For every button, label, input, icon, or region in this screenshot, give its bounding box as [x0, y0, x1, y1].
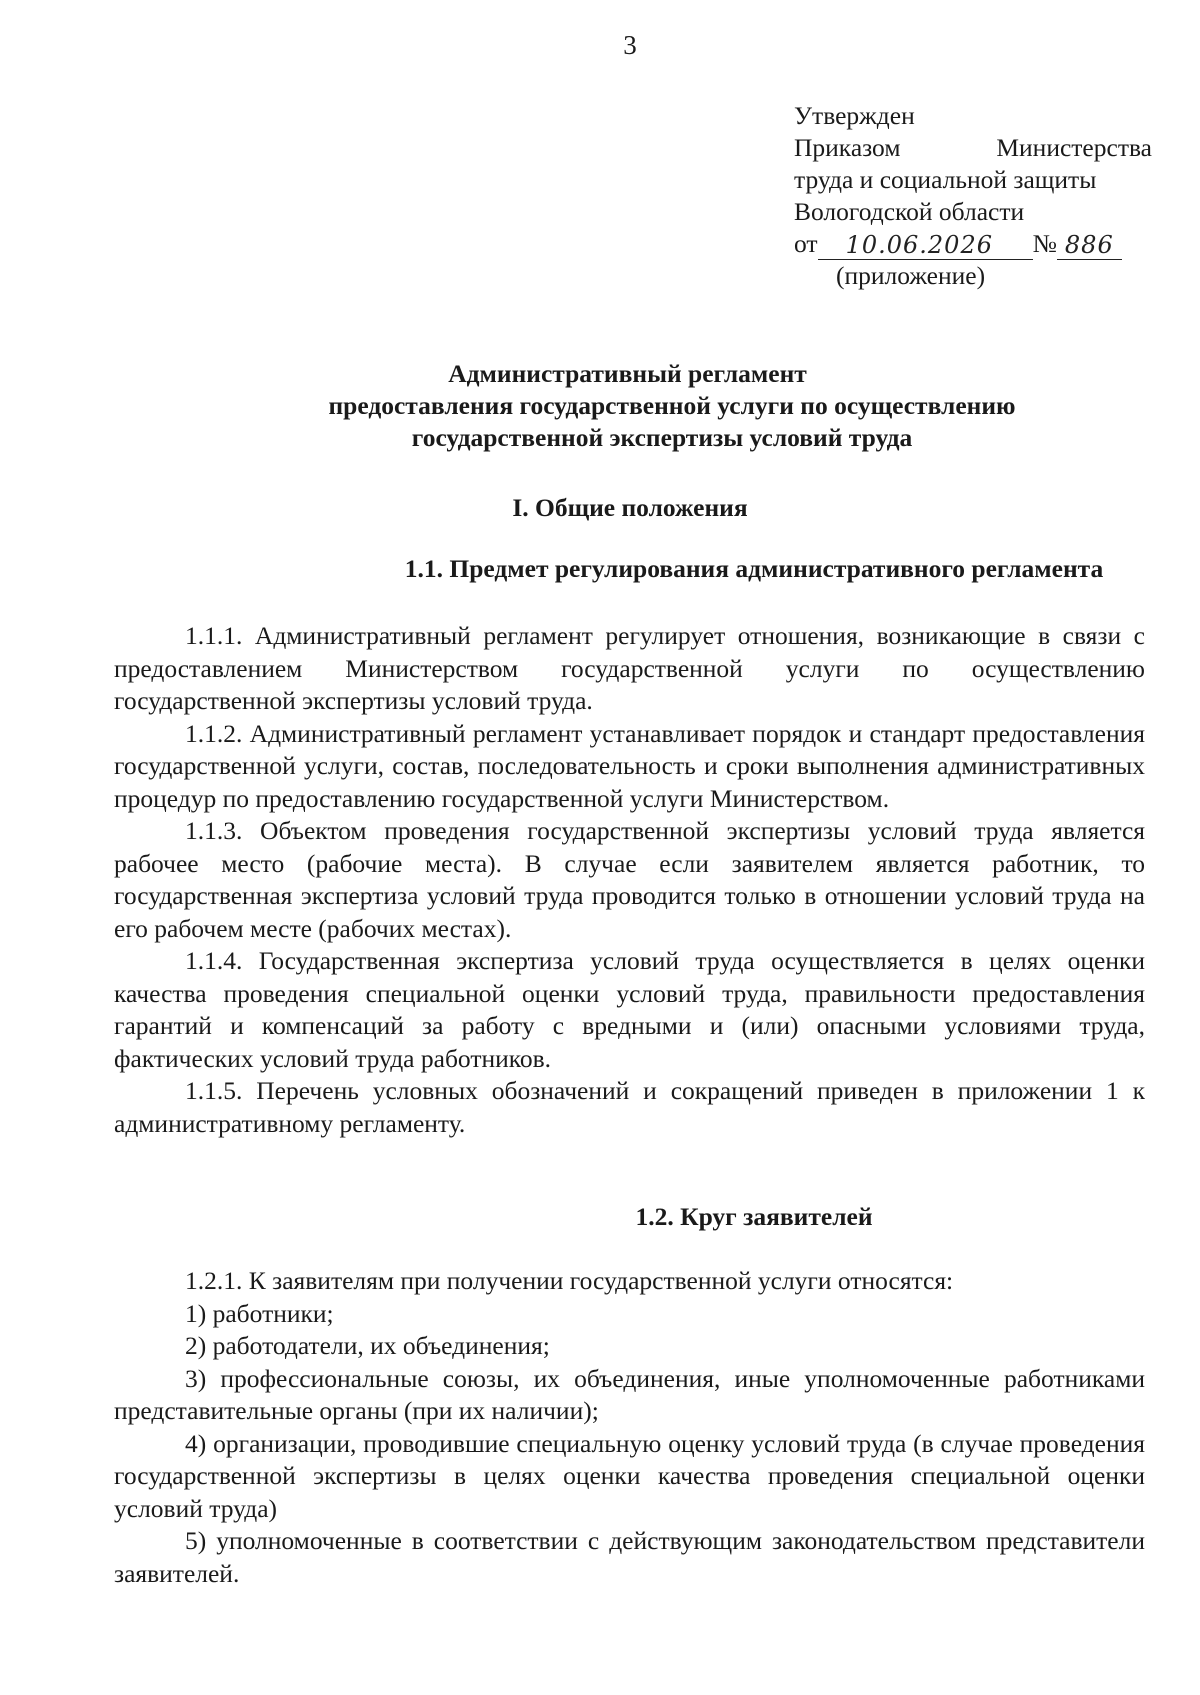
list-item-unions: 3) профессиональные союзы, их объединения, иные уполномоченные работниками представительные органы (при их наличии);	[114, 1363, 1145, 1425]
number-prefix: №	[1032, 229, 1057, 258]
subsection-applicants-body	[114, 1265, 1145, 1590]
title-line-3: государственной экспертизы условий труда	[411, 423, 913, 452]
title-line-1: Административный регламент	[448, 359, 807, 388]
approval-line-order	[794, 132, 1152, 164]
handwritten-order-number: 886	[1057, 231, 1122, 260]
title-line-2: предоставления государственной услуги по осуществлению	[328, 391, 1016, 420]
list-item-employers: 2) работодатели, их объединения;	[185, 1331, 550, 1360]
page-number: 3	[623, 30, 637, 60]
handwritten-date: 10.06.2026	[818, 231, 1033, 260]
approval-line-ministry: труда и социальной защиты	[794, 165, 1097, 194]
paragraph-1-1-2: 1.1.2. Административный регламент устанавливает порядок и стандарт предоставления государственной услуги, состав, последовательность и сроки выполнения административных процедур по предоставлению государственной услуги Министерством.	[114, 718, 1145, 813]
approval-ministry-word: Министерства	[996, 133, 1152, 162]
approval-stamp-block	[794, 100, 1152, 292]
document-title	[0, 358, 1200, 454]
date-prefix: от	[794, 229, 818, 258]
approval-line-approved: Утвержден	[794, 101, 915, 130]
list-item-workers: 1) работники;	[185, 1298, 334, 1328]
paragraph-1-1-5: 1.1.5. Перечень условных обозначений и сокращений приведен в приложении 1 к административному регламенту.	[114, 1076, 1145, 1138]
paragraph-1-1-4: 1.1.4. Государственная экспертиза условий труда осуществляется в целях оценки качества проведения специальной оценки условий труда, правильности предоставления гарантий и компенсаций за работу с вредными и (или) опасными условиями труда, фактических условий труда работников.	[114, 946, 1145, 1073]
paragraph-1-1-3: 1.1.3. Объектом проведения государственной экспертизы условий труда является рабочее место (рабочие места). В случае если заявителем является работник, то государственная экспертиза условий труда проводится только в отношении условий труда на его рабочем месте (рабочих местах).	[114, 816, 1145, 943]
list-item-representatives: 5) уполномоченные в соответствии с действующим законодательством представители заявителей.	[114, 1526, 1145, 1588]
approval-note: (приложение)	[836, 261, 986, 290]
paragraph-1-2-1: 1.2.1. К заявителям при получении государственной услуги относятся:	[185, 1266, 954, 1295]
subsection-heading-applicants: 1.2. Круг заявителей	[635, 1202, 873, 1231]
subsection-subject-body	[114, 620, 1145, 1140]
subsection-heading-subject: 1.1. Предмет регулирования административного регламента	[404, 554, 1104, 583]
approval-date-number-line	[794, 228, 1152, 260]
section-heading-general: I. Общие положения	[512, 493, 748, 522]
approval-line-region: Вологодской области	[794, 197, 1025, 226]
paragraph-1-1-1: 1.1.1. Административный регламент регулирует отношения, возникающие в связи с предоставлением Министерством государственной услуги по осуществлению государственной экспертизы условий труда.	[114, 621, 1145, 715]
approval-order-word: Приказом	[794, 133, 901, 162]
list-item-organizations: 4) организации, проводившие специальную оценку условий труда (в случае проведения государственной экспертизы в целях оценки качества проведения специальной оценки условий труда)	[114, 1428, 1145, 1523]
